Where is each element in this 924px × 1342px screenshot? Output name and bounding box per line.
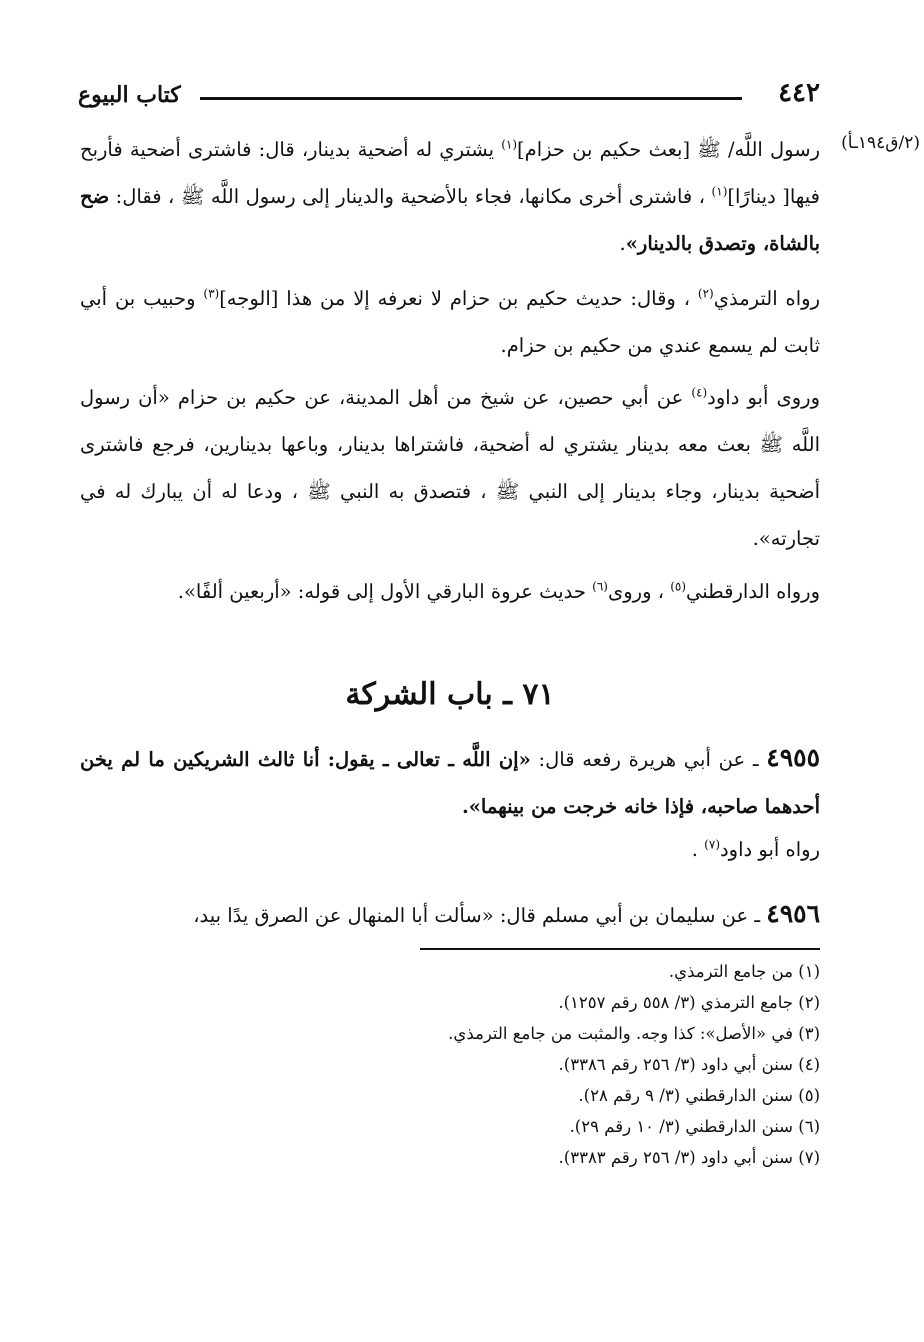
- source-end: .: [691, 838, 705, 861]
- hadith-number: ٤٩٥٦: [766, 899, 820, 928]
- hadith-number: ٤٩٥٥: [766, 743, 820, 772]
- p1-text-a: رسول اللَّه/ ﷺ [بعث حكيم بن حزام]: [517, 138, 820, 161]
- footnote-marker[interactable]: (٦): [592, 579, 608, 594]
- paragraph-1: [80, 126, 820, 267]
- p1-bold-quote: ضح بالشاة، وتصدق بالدينار»: [80, 185, 820, 255]
- hadith-4955-source: [80, 826, 820, 873]
- footnote-marker[interactable]: (٧): [704, 837, 720, 852]
- footnote-marker[interactable]: (٣): [203, 286, 220, 301]
- book-title: كتاب البيوع: [78, 82, 181, 108]
- p3-text-a: وروى أبو داود: [707, 386, 821, 409]
- p2-text-a: رواه الترمذي: [713, 287, 820, 310]
- p1-text-b: يشتري له أضحية بدينار، قال: فاشترى أضحية فأربح فيها[ دينارًا]: [80, 138, 820, 208]
- header-rule: [200, 97, 742, 100]
- footnote-7: (٧) سنن أبي داود (٣/ ٢٥٦ رقم ٣٣٨٣).: [558, 1148, 820, 1167]
- p1-text-end: .: [619, 232, 626, 255]
- source-text: رواه أبو داود: [720, 838, 820, 861]
- footnote-marker[interactable]: (٥): [670, 579, 687, 594]
- page-number: ٤٤٢: [778, 78, 820, 108]
- footnote-2: (٢) جامع الترمذي (٣/ ٥٥٨ رقم ١٢٥٧).: [558, 993, 820, 1012]
- chapter-heading: ٧١ ـ باب الشركة: [345, 677, 555, 712]
- paragraph-2: [80, 275, 820, 369]
- p3-text-b: عن أبي حصين، عن شيخ من أهل المدينة، عن حكيم بن حزام «أن رسول اللَّه ﷺ بعث معه بدينار يشتري له أضحية، فاشتراها بدينار، وباعها بدينارين، فرجع فاشترى أضحية بدينار، وجاء بدينار إلى النبي ﷺ ، فتصدق به النبي ﷺ ، ودعا له أن يبارك له في تجارته».: [80, 386, 820, 550]
- p4-text-c: حديث عروة البارقي الأول إلى قوله: «أربعين ألفًا».: [177, 580, 593, 603]
- footnote-4: (٤) سنن أبي داود (٣/ ٢٥٦ رقم ٣٣٨٦).: [558, 1055, 820, 1074]
- footnotes-list: [80, 956, 820, 1173]
- paragraph-4: [80, 568, 820, 615]
- p1-text-c: ، فاشترى أخرى مكانها، فجاء بالأضحية والدينار إلى رسول اللَّه ﷺ ، فقال:: [109, 185, 712, 208]
- footnote-separator: [420, 948, 820, 950]
- hadith-4955: [80, 734, 820, 830]
- p2-text-c: وحبيب بن أبي ثابت لم يسمع عندي من حكيم بن حزام.: [80, 287, 820, 357]
- footnote-6: (٦) سنن الدارقطني (٣/ ١٠ رقم ٢٩).: [569, 1117, 820, 1136]
- hadith-end: .: [461, 795, 469, 818]
- running-header: [78, 76, 820, 116]
- footnote-5: (٥) سنن الدارقطني (٣/ ٩ رقم ٢٨).: [578, 1086, 820, 1105]
- footnote-3: (٣) في «الأصل»: كذا وجه. والمثبت من جامع الترمذي.: [448, 1024, 820, 1043]
- hadith-text: ـ عن سليمان بن أبي مسلم قال: «سألت أبا المنهال عن الصرق يدًا بيد،: [193, 904, 767, 927]
- hadith-4956: [80, 890, 820, 939]
- footnote-marker[interactable]: (١): [711, 184, 728, 199]
- p4-text-a: ورواه الدارقطني: [686, 580, 820, 603]
- footnote-1: (١) من جامع الترمذي.: [668, 962, 820, 981]
- hadith-intro: ـ عن أبي هريرة رفعه قال:: [530, 748, 767, 771]
- p4-text-b: ، وروى: [607, 580, 671, 603]
- hadith-text: «إن اللَّه ـ تعالى ـ يقول: أنا ثالث الشريكين ما لم يخن أحدهما صاحبه، فإذا خانه خرجت من بينهما»: [80, 748, 820, 818]
- manuscript-margin-reference: (٢/ق١٩٤ـأ): [841, 133, 920, 153]
- footnote-marker[interactable]: (١): [501, 137, 518, 152]
- p2-text-b: ، وقال: حديث حكيم بن حزام لا نعرفه إلا من هذا [الوجه]: [219, 287, 698, 310]
- footnote-marker[interactable]: (٢): [697, 286, 714, 301]
- footnote-marker[interactable]: (٤): [691, 385, 708, 400]
- paragraph-3: [80, 374, 820, 562]
